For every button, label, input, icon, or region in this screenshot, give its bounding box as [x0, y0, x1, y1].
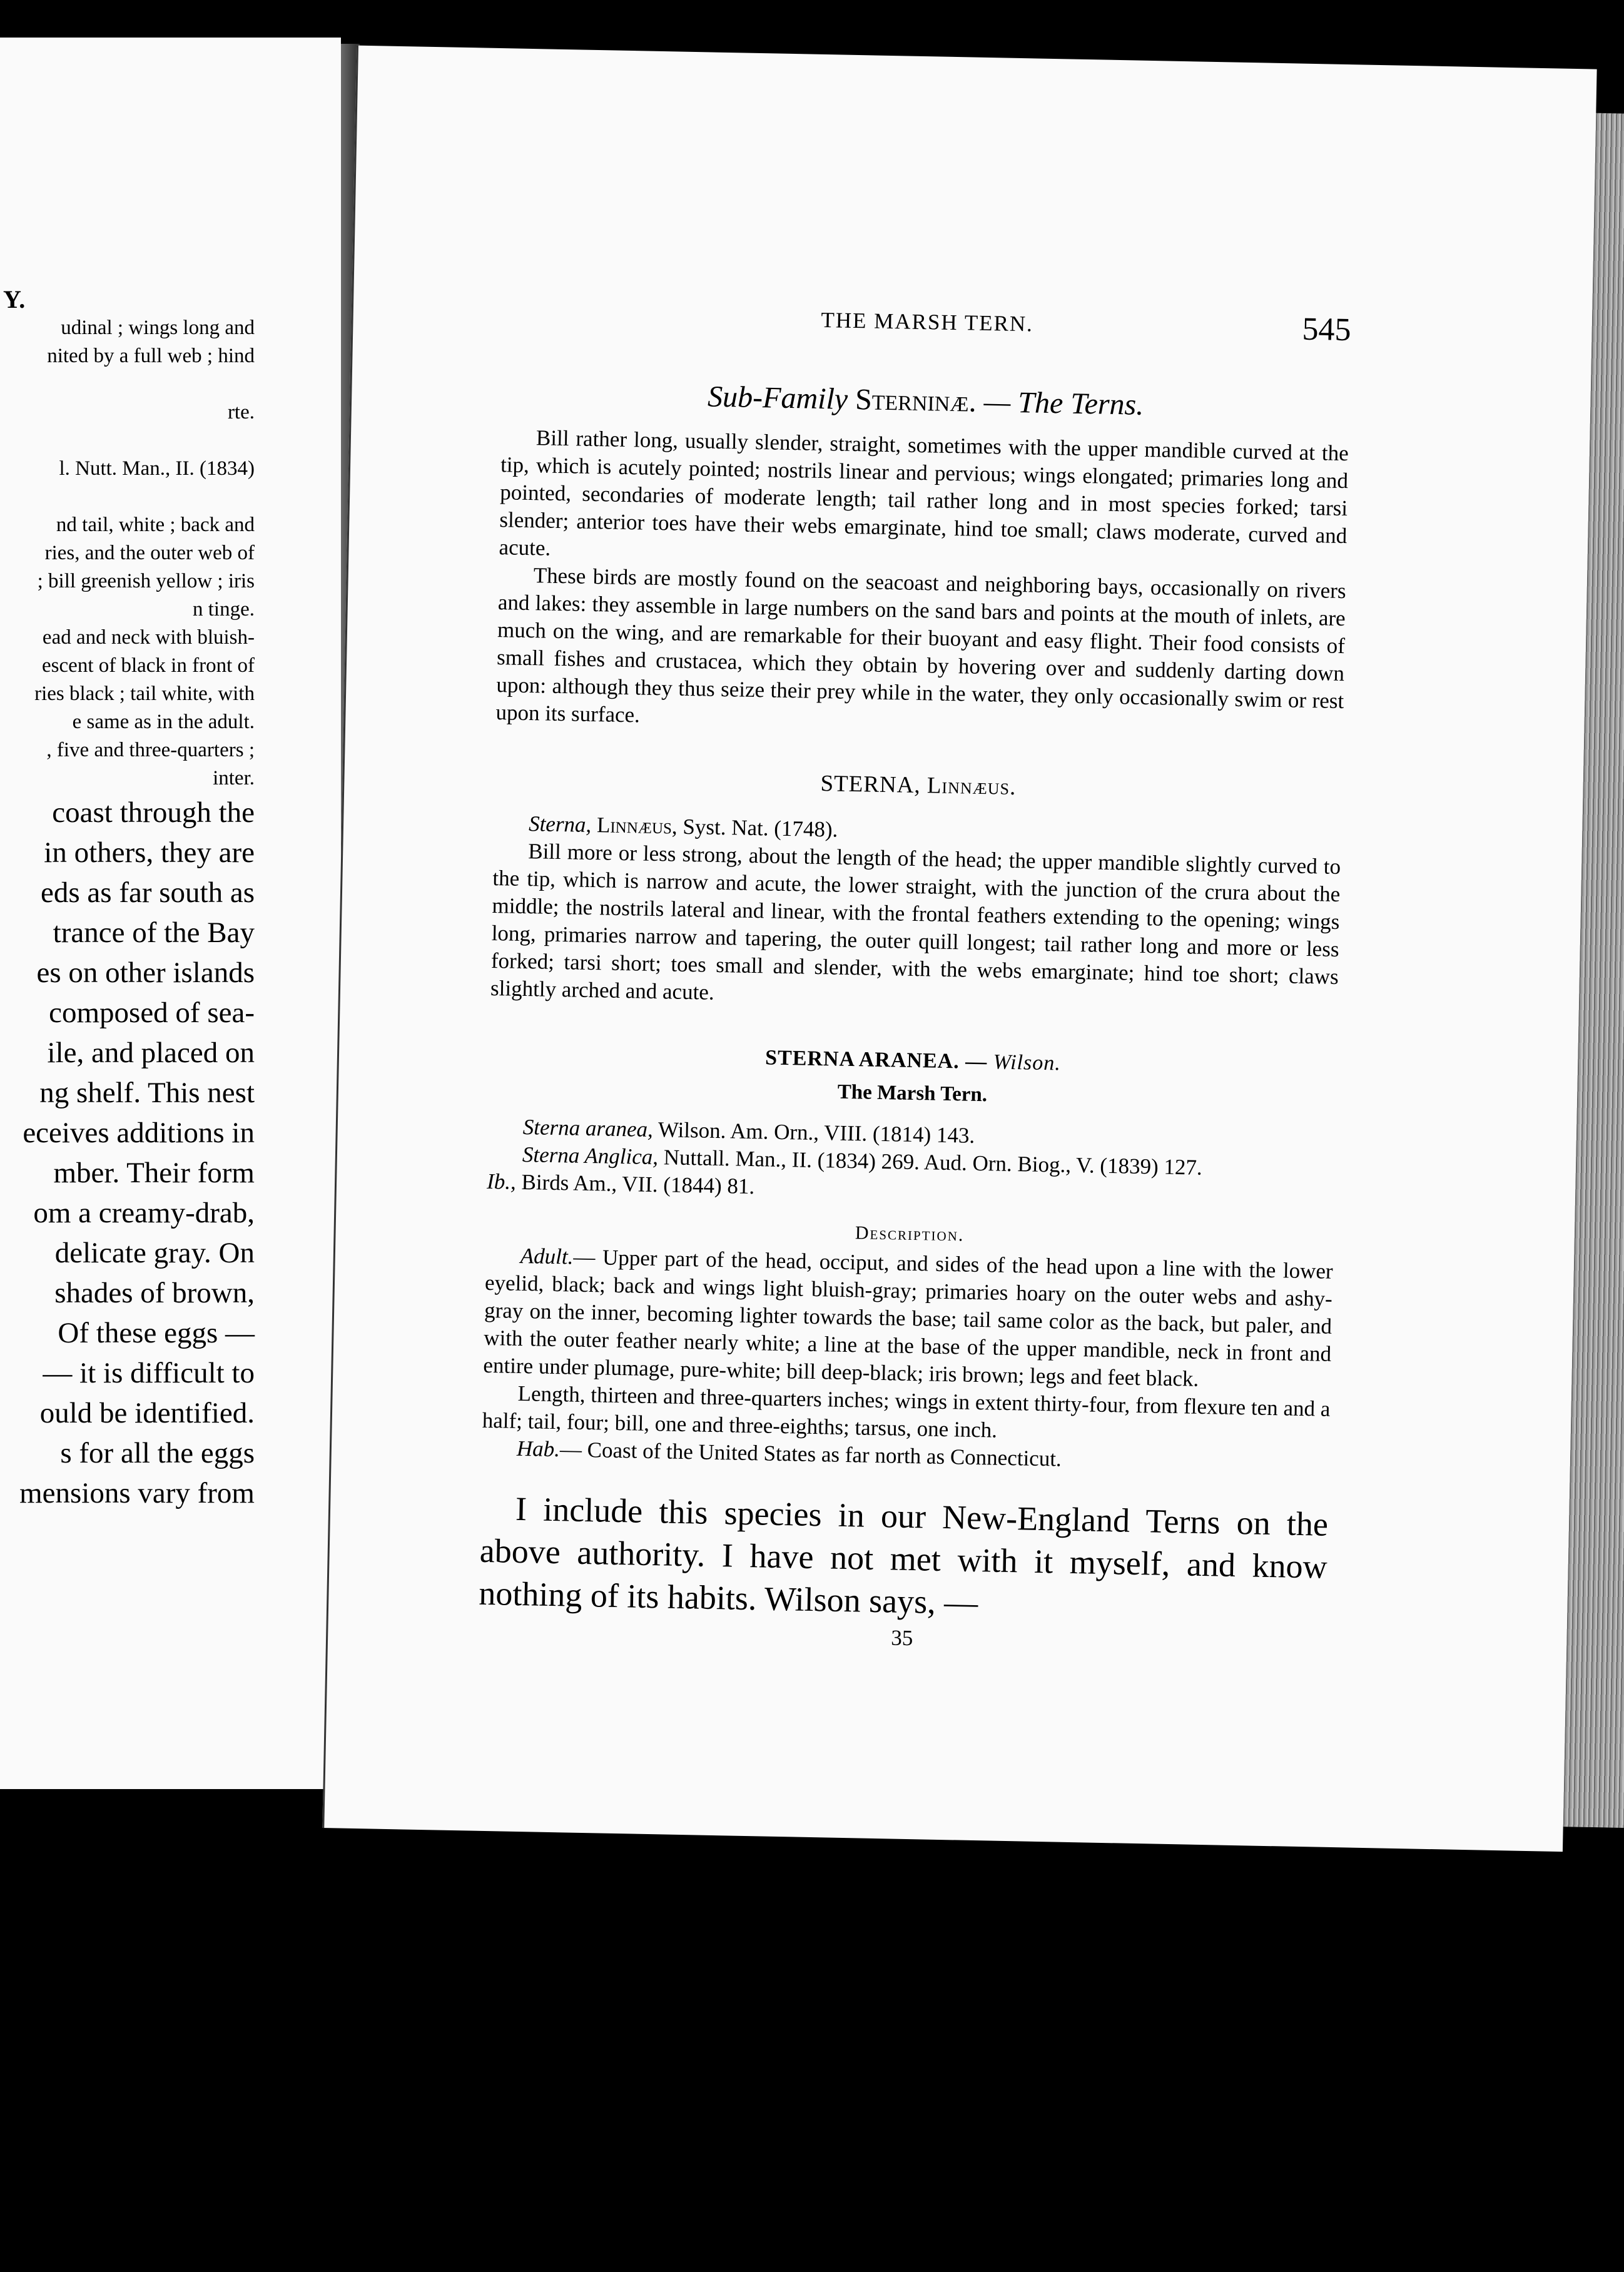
- left-page-line: ead and neck with bluish-: [42, 626, 255, 649]
- signature-mark: 35: [890, 1625, 913, 1651]
- genus-citation-rest: Syst. Nat. (1748).: [683, 814, 838, 842]
- page-content: [478, 295, 1351, 1659]
- left-page-line: inter.: [213, 767, 255, 789]
- left-page-line: trance of the Bay: [53, 916, 255, 949]
- species-heading: [489, 1041, 1337, 1081]
- left-page-line: udinal ; wings long and: [61, 317, 255, 339]
- left-page-line: ould be identified.: [39, 1397, 255, 1429]
- left-page-line: e same as in the adult.: [72, 711, 255, 733]
- genus-name: STERNA,: [820, 771, 921, 799]
- left-page-line: nited by a full web ; hind: [47, 345, 255, 367]
- synonym-line: Ib., Birds Am., VII. (1844) 81.: [486, 1169, 755, 1199]
- closing-paragraph: I include this species in our New-England Terns on the above authority. I have not met with it myself, and know nothing of its habits. Wilson says, —: [478, 1489, 1329, 1622]
- left-page-line: composed of sea-: [49, 997, 255, 1029]
- left-page-line: delicate gray. On: [54, 1237, 255, 1269]
- subfamily-suffix: — The Terns.: [983, 385, 1144, 422]
- genus-description: Bill more or less strong, about the length of the head; the upper mandible slightly curved to the tip, which is narrow and acute, the lower straight, with the junction of the crura about the middle; the nostrils lateral and linear, with the frontal feathers extending to the opening; wings long, primaries narrow and tapering, the outer quill longest; tail rather long and more or less forked; tarsi short; toes small and slender, with the webs emarginate; hind toe short; claws slightly arched and acute.: [490, 839, 1341, 1005]
- hab-label: Hab.: [516, 1436, 561, 1462]
- left-page-line: in others, they are: [44, 836, 255, 869]
- synonym-line: Sterna aranea, Wilson. Am. Orn., VIII. (1814) 143.: [522, 1115, 975, 1148]
- subfamily-paragraph: Bill rather long, usually slender, straight, sometimes with the upper mandible curved at the tip, which is acutely pointed; nostrils linear and pervious; wings elongated; primaries long and pointed, secondaries of moderate length; tail rather long and in most species forked; tarsi slender; anterior toes have their webs emarginate, hind toe small; claws moderate, curved and acute.: [499, 425, 1349, 560]
- left-page-line: [3, 427, 341, 455]
- left-page-line: es on other islands: [36, 956, 255, 989]
- running-title: THE MARSH TERN.: [821, 307, 1034, 337]
- subfamily-prefix: Sub-Family: [707, 380, 848, 416]
- adult-label: Adult.: [520, 1243, 574, 1269]
- left-page-line: ries black ; tail white, with: [34, 682, 255, 705]
- subfamily-name: Sterninæ.: [855, 382, 977, 418]
- left-page-line: Of these eggs —: [58, 1317, 255, 1349]
- left-page: [0, 38, 341, 1789]
- running-head: [503, 295, 1351, 355]
- species-author: Wilson.: [993, 1050, 1062, 1075]
- left-page-line: [3, 370, 341, 398]
- common-name: The Marsh Tern.: [837, 1080, 988, 1107]
- left-page-line: rte.: [227, 401, 255, 423]
- left-page-line: shades of brown,: [54, 1277, 255, 1309]
- left-page-line: s for all the eggs: [60, 1437, 255, 1469]
- description-length: Length, thirteen and three-quarters inches; wings in extent thirty-four, from flexure ten and a half; tail, four; bill, one and three-eighths; tarsus, one inch.: [482, 1381, 1331, 1443]
- species-name: STERNA ARANEA.: [764, 1046, 960, 1073]
- genus-author: Linnæus.: [926, 773, 1017, 801]
- subfamily-paragraph: These birds are mostly found on the seacoast and neighboring bays, occasionally on rivers and lakes: they assemble in large numbers on the sand bars and points at the mouth of inlets, are much on the wing, and are remarkable for their buoyant and easy flight. Their food consists of small fishes and crustacea, which they obtain by hovering over and suddenly darting down upon: although they thus seize their prey while in the water, they only occasionally swim or rest upon its surface.: [495, 563, 1346, 728]
- left-page-line: ile, and placed on: [47, 1037, 255, 1069]
- left-page-line: escent of black in front of: [42, 654, 255, 677]
- right-page-wrapper: [303, 45, 1624, 1884]
- description-heading: Description.: [855, 1222, 965, 1245]
- left-page-line: l. Nutt. Man., II. (1834): [59, 457, 255, 480]
- genus-citation-author: Linnæus,: [596, 813, 678, 839]
- synonym-line: Sterna Anglica, Nuttall. Man., II. (1834) 269. Aud. Orn. Biog., V. (1839) 127.: [522, 1142, 1203, 1180]
- left-page-line: [3, 483, 341, 511]
- left-page-line: mensions vary from: [19, 1477, 255, 1509]
- left-page-line: coast through the: [52, 796, 255, 829]
- subfamily-heading: [502, 375, 1350, 426]
- genus-citation-name: Sterna,: [528, 811, 592, 838]
- left-page-line: mber. Their form: [53, 1157, 255, 1189]
- species-dash: —: [965, 1050, 988, 1074]
- right-page: [322, 46, 1596, 1852]
- left-page-line: ; bill greenish yellow ; iris: [37, 570, 255, 592]
- left-page-line: om a creamy-drab,: [33, 1197, 255, 1229]
- left-page-line: nd tail, white ; back and: [56, 514, 255, 536]
- left-page-line: ng shelf. This nest: [39, 1077, 255, 1109]
- synonymy: [487, 1113, 1336, 1212]
- left-page-line: , five and three-quarters ;: [46, 739, 255, 761]
- left-page-line: eceives additions in: [23, 1117, 255, 1149]
- left-page-line: ries, and the outer web of: [44, 542, 255, 564]
- left-page-line: n tinge.: [193, 598, 255, 621]
- left-page-text: [3, 285, 341, 1513]
- hab-text: — Coast of the United States as far north as Connecticut.: [559, 1437, 1062, 1471]
- description-adult: [483, 1242, 1333, 1396]
- page-number: 545: [1302, 311, 1352, 348]
- genus-heading: [494, 764, 1342, 807]
- left-page-line: — it is difficult to: [43, 1357, 255, 1389]
- adult-text: — Upper part of the head, occiput, and sides of the head upon a line with the lower eyelid, black; back and wings light bluish-gray; primaries hoary on the outer webs and ashy-gray on the inner, becoming lighter towards the base; tail same color as the back, but paler, and with the outer feather nearly white; a line at the base of the upper mandible, neck in front and entire under plumage, pure-white; bill deep-black; iris brown; legs and feet black.: [483, 1244, 1334, 1391]
- left-page-line: eds as far south as: [41, 876, 255, 909]
- left-page-line: Y.: [3, 285, 26, 313]
